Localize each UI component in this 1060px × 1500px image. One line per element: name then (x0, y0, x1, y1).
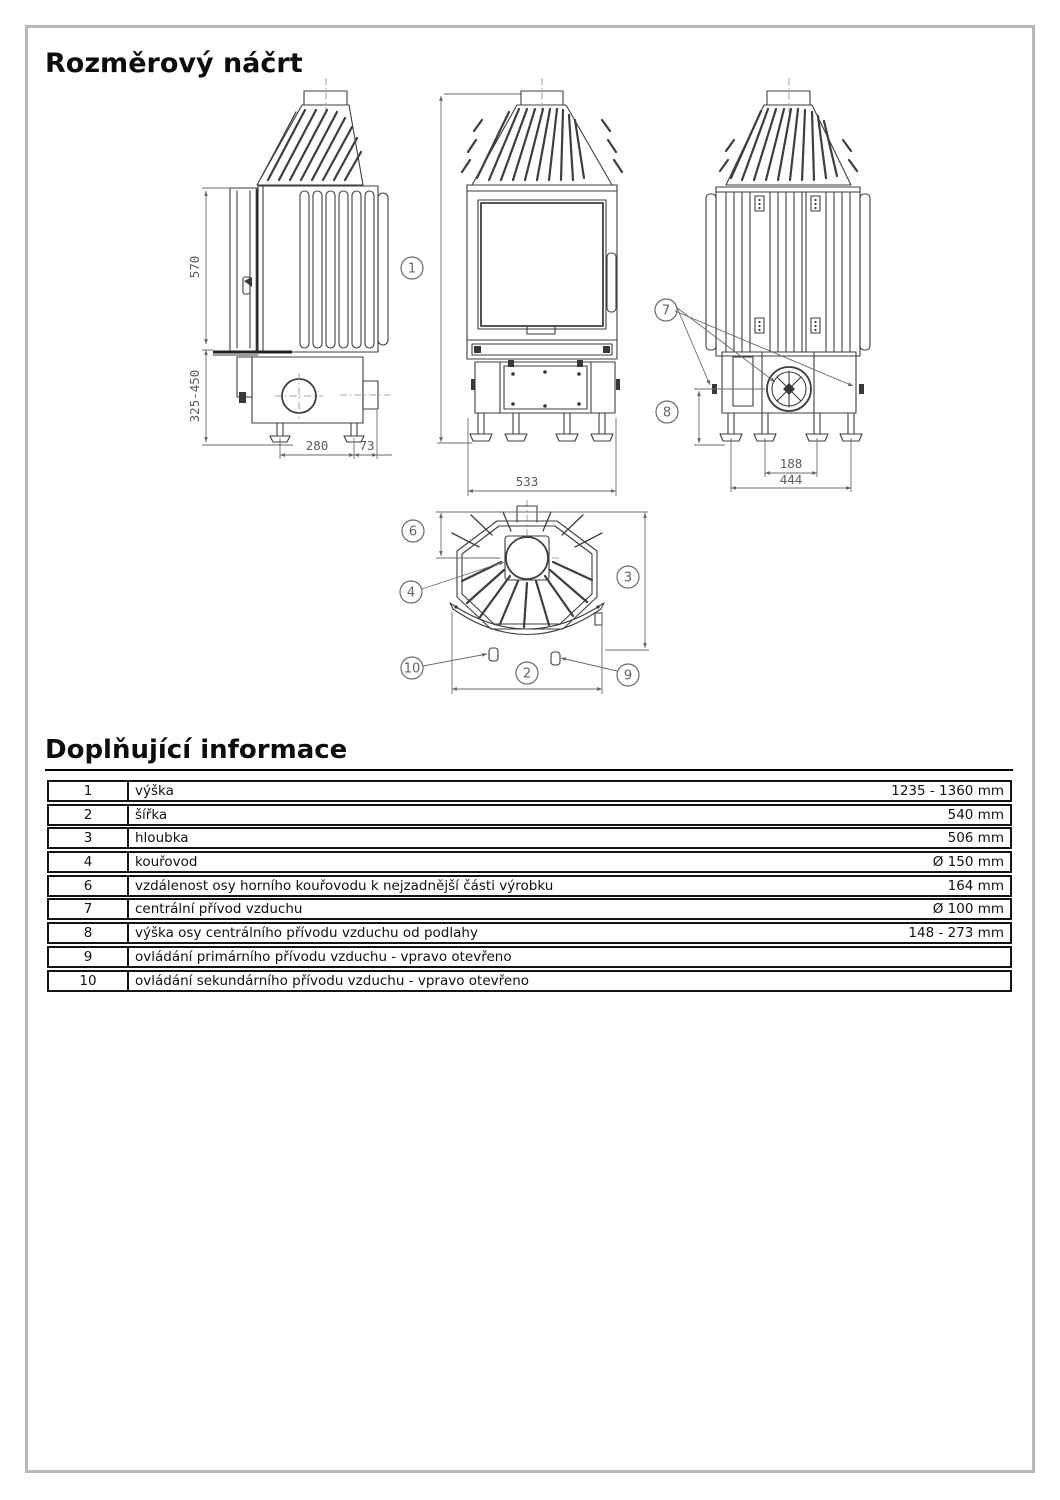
table-row (47, 851, 1012, 873)
info-table (47, 780, 1012, 993)
row-value: 540 mm (947, 806, 1004, 823)
row-value: Ø 150 mm (932, 854, 1004, 871)
dim-back-188: 188 (779, 456, 803, 471)
row-value: 164 mm (947, 877, 1004, 894)
row-number: 10 (49, 972, 129, 990)
back-view (655, 78, 870, 492)
section-title: Doplňující informace (45, 736, 1013, 771)
table-row (47, 780, 1012, 802)
row-value: 148 - 273 mm (908, 925, 1004, 942)
secondary-air-lever (489, 648, 498, 661)
svg-text:8: 8 (662, 405, 672, 421)
dim-side-height: 570 (187, 255, 202, 279)
svg-text:4: 4 (406, 585, 416, 601)
svg-text:3: 3 (623, 570, 633, 586)
front-glass (481, 203, 603, 326)
row-label: hloubka (135, 830, 189, 847)
row-number: 1 (49, 782, 129, 800)
callout-8 (656, 401, 678, 423)
svg-text:6: 6 (408, 524, 418, 540)
top-view (400, 500, 649, 694)
row-label: ovládání sekundárního přívodu vzduchu - vpravo otevřeno (135, 972, 530, 989)
row-value: 1235 - 1360 mm (891, 783, 1004, 799)
svg-text:2: 2 (522, 666, 532, 682)
back-feet (720, 413, 862, 441)
document-page (25, 25, 1035, 1473)
row-label: výška (135, 783, 174, 799)
dim-side-base-height: 325-450 (187, 369, 202, 423)
flue-outlet (506, 537, 548, 579)
table-row (47, 827, 1012, 849)
table-row (47, 946, 1012, 968)
svg-text:1: 1 (407, 261, 417, 277)
callout-6 (402, 520, 424, 542)
row-label: šířka (135, 806, 168, 823)
table-row (47, 875, 1012, 897)
row-number: 2 (49, 806, 129, 824)
front-feet (470, 413, 613, 441)
callout-10 (401, 657, 423, 679)
row-label: kouřovod (135, 854, 198, 871)
row-number: 3 (49, 829, 129, 847)
primary-air-lever (551, 652, 560, 665)
row-label: výška osy centrálního přívodu vzduchu od podlahy (135, 925, 478, 942)
table-row (47, 804, 1012, 826)
row-number: 9 (49, 948, 129, 966)
table-row (47, 922, 1012, 944)
row-label: ovládání primárního přívodu vzduchu - vpravo otevřeno (135, 948, 512, 965)
callout-1 (401, 257, 423, 279)
callout-3 (617, 566, 639, 588)
row-number: 4 (49, 853, 129, 871)
svg-text:7: 7 (661, 303, 671, 319)
dim-back-444: 444 (779, 472, 803, 487)
front-handle (607, 253, 616, 312)
bracket-dots (758, 199, 816, 331)
callout-2 (516, 662, 538, 684)
row-number: 8 (49, 924, 129, 942)
table-row (47, 898, 1012, 920)
row-label: centrální přívod vzduchu (135, 901, 303, 918)
callout-4 (400, 581, 422, 603)
page-title: Rozměrový náčrt (45, 48, 303, 79)
row-label: vzdálenost osy horního kouřovodu k nejzadnější části výrobku (135, 877, 554, 894)
central-air-inlet (767, 367, 811, 411)
dim-side-73: 73 (359, 438, 375, 453)
row-value: 506 mm (947, 830, 1004, 847)
dim-side-280: 280 (305, 438, 329, 453)
callout-9 (617, 664, 639, 686)
table-row (47, 970, 1012, 992)
row-number: 6 (49, 877, 129, 895)
row-number: 7 (49, 900, 129, 918)
callout-7 (655, 299, 677, 321)
svg-text:10: 10 (403, 661, 421, 677)
dim-front-width: 533 (515, 474, 539, 489)
front-view (401, 78, 622, 496)
svg-text:9: 9 (623, 668, 633, 684)
side-view (187, 78, 392, 459)
mounting-brackets (755, 196, 820, 333)
row-value: Ø 100 mm (932, 901, 1004, 918)
